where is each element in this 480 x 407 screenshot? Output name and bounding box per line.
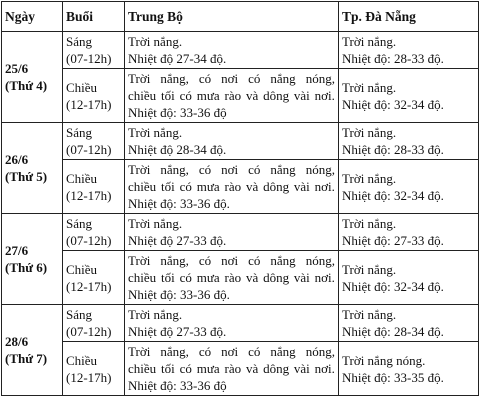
forecast-word: nắng — [270, 253, 296, 268]
central-forecast-line — [128, 252, 335, 269]
session-hours: (07-12h) — [66, 233, 112, 248]
central-forecast-line — [128, 161, 335, 178]
danang-forecast-line: Trời nắng. — [342, 34, 397, 49]
forecast-word: và — [245, 361, 259, 376]
forecast-word: nơi — [221, 344, 239, 359]
table-row — [2, 123, 479, 160]
central-forecast-line — [128, 87, 335, 104]
forecast-word: nắng — [270, 71, 296, 86]
forecast-word: dông — [263, 179, 290, 194]
forecast-word: dông — [263, 361, 290, 376]
day-cell — [2, 123, 63, 214]
danang-forecast-line: Trời nắng nóng. — [342, 352, 426, 368]
forecast-word: có — [198, 71, 212, 86]
danang-forecast-line: Nhiệt độ: 28-33 độ. — [342, 51, 444, 66]
session-cell — [63, 160, 125, 214]
day-weekday: (Thứ 7) — [5, 351, 48, 366]
forecast-word: mưa — [196, 179, 220, 194]
forecast-word: nơi. — [314, 270, 335, 285]
table-row — [2, 251, 479, 305]
danang-forecast-line: Nhiệt độ: 32-34 độ. — [342, 187, 444, 203]
forecast-word: và — [245, 88, 259, 103]
session-label: Chiều — [66, 170, 98, 186]
forecast-word: dông — [263, 270, 290, 285]
table-row — [2, 69, 479, 123]
danang-forecast-cell — [339, 214, 479, 251]
forecast-word: vài — [293, 270, 310, 285]
day-cell — [2, 214, 63, 305]
header-row — [2, 2, 479, 32]
danang-forecast-cell — [339, 123, 479, 160]
central-forecast-line — [128, 360, 335, 377]
session-cell — [63, 123, 125, 160]
session-label: Chiều — [66, 79, 98, 95]
forecast-word: nóng, — [305, 71, 335, 86]
forecast-word: Trời — [128, 344, 151, 359]
danang-forecast-line: Nhiệt độ: 32-34 độ. — [342, 278, 444, 294]
table-row — [2, 214, 479, 251]
danang-forecast-line: Trời nắng. — [342, 170, 397, 186]
danang-forecast-line: Trời nắng. — [342, 216, 397, 231]
forecast-word: có — [179, 270, 192, 285]
day-date: 27/6 — [5, 243, 29, 258]
central-forecast-line: Trời nắng. — [128, 307, 183, 322]
session-label: Sáng — [66, 216, 92, 231]
forecast-word: nắng, — [160, 162, 189, 177]
central-forecast-line: Trời nắng. — [128, 34, 183, 49]
central-forecast-cell — [125, 160, 339, 214]
day-date: 26/6 — [5, 152, 29, 167]
forecast-word: dông — [263, 88, 290, 103]
central-forecast-line — [128, 178, 335, 195]
danang-forecast-line: Trời nắng. — [342, 261, 397, 277]
session-label: Sáng — [66, 307, 92, 322]
central-forecast-line: Nhiệt độ: 33-36 độ — [128, 105, 227, 120]
header-day: Ngày — [2, 2, 63, 32]
forecast-word: nắng — [270, 344, 296, 359]
session-cell — [63, 342, 125, 396]
forecast-word: có — [248, 344, 261, 359]
forecast-word: nơi. — [314, 179, 335, 194]
danang-forecast-line: Nhiệt độ: 33-35 độ. — [342, 369, 444, 385]
forecast-word: nắng — [270, 162, 296, 177]
forecast-word: có — [179, 179, 192, 194]
danang-forecast-line: Nhiệt độ: 28-34 độ. — [342, 324, 444, 339]
danang-forecast-line: Nhiệt độ: 27-33 độ. — [342, 233, 444, 248]
forecast-word: tối — [161, 179, 175, 194]
forecast-word: nơi. — [314, 88, 335, 103]
session-cell — [63, 69, 125, 123]
forecast-word: có — [248, 253, 261, 268]
forecast-word: tối — [161, 270, 175, 285]
forecast-word: nóng, — [305, 162, 335, 177]
forecast-word: vài — [293, 179, 310, 194]
central-forecast-line: Trời nắng. — [128, 125, 183, 140]
day-weekday: (Thứ 4) — [5, 78, 48, 93]
central-forecast-cell — [125, 214, 339, 251]
forecast-word: có — [179, 361, 192, 376]
forecast-body — [2, 32, 479, 396]
forecast-word: và — [245, 270, 259, 285]
forecast-word: có — [248, 162, 261, 177]
session-cell — [63, 214, 125, 251]
forecast-word: rào — [224, 270, 242, 285]
forecast-word: chiều — [128, 179, 157, 194]
session-hours: (07-12h) — [66, 51, 112, 66]
danang-forecast-cell — [339, 160, 479, 214]
forecast-word: rào — [224, 361, 242, 376]
forecast-word: Trời — [128, 162, 151, 177]
forecast-word: chiều — [128, 88, 157, 103]
forecast-word: rào — [224, 179, 242, 194]
forecast-word: nắng, — [160, 253, 189, 268]
forecast-word: mưa — [196, 88, 220, 103]
central-forecast-cell — [125, 305, 339, 342]
session-cell — [63, 305, 125, 342]
session-label: Sáng — [66, 34, 92, 49]
central-forecast-line — [128, 343, 335, 360]
day-weekday: (Thứ 5) — [5, 169, 48, 184]
danang-forecast-line: Trời nắng. — [342, 79, 397, 95]
forecast-word: vài — [293, 88, 310, 103]
danang-forecast-cell — [339, 342, 479, 396]
forecast-word: nơi. — [314, 361, 335, 376]
table-row — [2, 160, 479, 214]
danang-forecast-line: Nhiệt độ: 28-33 độ. — [342, 142, 444, 157]
central-forecast-line: Nhiệt độ 27-33 độ. — [128, 324, 227, 339]
session-label: Chiều — [66, 352, 98, 368]
day-weekday: (Thứ 6) — [5, 260, 48, 275]
central-forecast-line: Nhiệt độ 27-33 độ. — [128, 233, 227, 248]
forecast-word: nắng, — [160, 71, 189, 86]
session-cell — [63, 251, 125, 305]
central-forecast-cell — [125, 123, 339, 160]
forecast-word: nóng, — [305, 344, 335, 359]
table-row — [2, 32, 479, 69]
forecast-word: có — [248, 71, 261, 86]
forecast-word: nơi — [221, 71, 239, 86]
central-forecast-line: Trời nắng. — [128, 216, 183, 231]
central-forecast-line: Nhiệt độ: 33-36 độ — [128, 378, 227, 393]
forecast-word: rào — [224, 88, 242, 103]
table-row — [2, 342, 479, 396]
day-cell — [2, 32, 63, 123]
header-central: Trung Bộ — [125, 2, 339, 32]
danang-forecast-line: Trời nắng. — [342, 125, 397, 140]
table-row — [2, 305, 479, 342]
danang-forecast-cell — [339, 32, 479, 69]
danang-forecast-cell — [339, 251, 479, 305]
forecast-word: tối — [161, 361, 175, 376]
weather-forecast-table — [1, 1, 479, 396]
central-forecast-line: Nhiệt độ 28-34 độ. — [128, 142, 227, 157]
central-forecast-line: Nhiệt độ 27-34 độ. — [128, 51, 227, 66]
session-hours: (12-17h) — [66, 96, 112, 112]
forecast-word: mưa — [196, 361, 220, 376]
forecast-word: vài — [293, 361, 310, 376]
central-forecast-line — [128, 70, 335, 87]
central-forecast-cell — [125, 251, 339, 305]
central-forecast-line — [128, 269, 335, 286]
danang-forecast-line: Trời nắng. — [342, 307, 397, 322]
session-hours: (12-17h) — [66, 187, 112, 203]
forecast-word: có — [198, 253, 212, 268]
central-forecast-cell — [125, 342, 339, 396]
forecast-word: Trời — [128, 253, 151, 268]
danang-forecast-cell — [339, 69, 479, 123]
header-session: Buổi — [63, 2, 125, 32]
session-hours: (07-12h) — [66, 324, 112, 339]
session-hours: (12-17h) — [66, 278, 112, 294]
forecast-word: và — [245, 179, 259, 194]
forecast-word: chiều — [128, 270, 157, 285]
forecast-word: mưa — [196, 270, 220, 285]
forecast-word: có — [179, 88, 192, 103]
session-label: Sáng — [66, 125, 92, 140]
session-hours: (07-12h) — [66, 142, 112, 157]
forecast-word: nơi — [221, 253, 239, 268]
day-date: 25/6 — [5, 61, 29, 76]
central-forecast-cell — [125, 32, 339, 69]
danang-forecast-line: Nhiệt độ: 32-34 độ. — [342, 96, 444, 112]
central-forecast-line: Nhiệt độ: 33-36 độ. — [128, 196, 230, 211]
day-date: 28/6 — [5, 334, 29, 349]
forecast-word: có — [198, 344, 212, 359]
forecast-word: Trời — [128, 71, 151, 86]
forecast-word: chiều — [128, 361, 157, 376]
forecast-word: nơi — [221, 162, 239, 177]
session-label: Chiều — [66, 261, 98, 277]
danang-forecast-cell — [339, 305, 479, 342]
header-danang: Tp. Đà Nẵng — [339, 2, 479, 32]
forecast-word: tối — [161, 88, 175, 103]
forecast-word: nắng, — [160, 344, 189, 359]
forecast-word: nóng, — [305, 253, 335, 268]
session-cell — [63, 32, 125, 69]
forecast-word: có — [198, 162, 212, 177]
central-forecast-line: Nhiệt độ: 33-36 độ. — [128, 287, 230, 302]
day-cell — [2, 305, 63, 396]
session-hours: (12-17h) — [66, 369, 112, 385]
central-forecast-cell — [125, 69, 339, 123]
